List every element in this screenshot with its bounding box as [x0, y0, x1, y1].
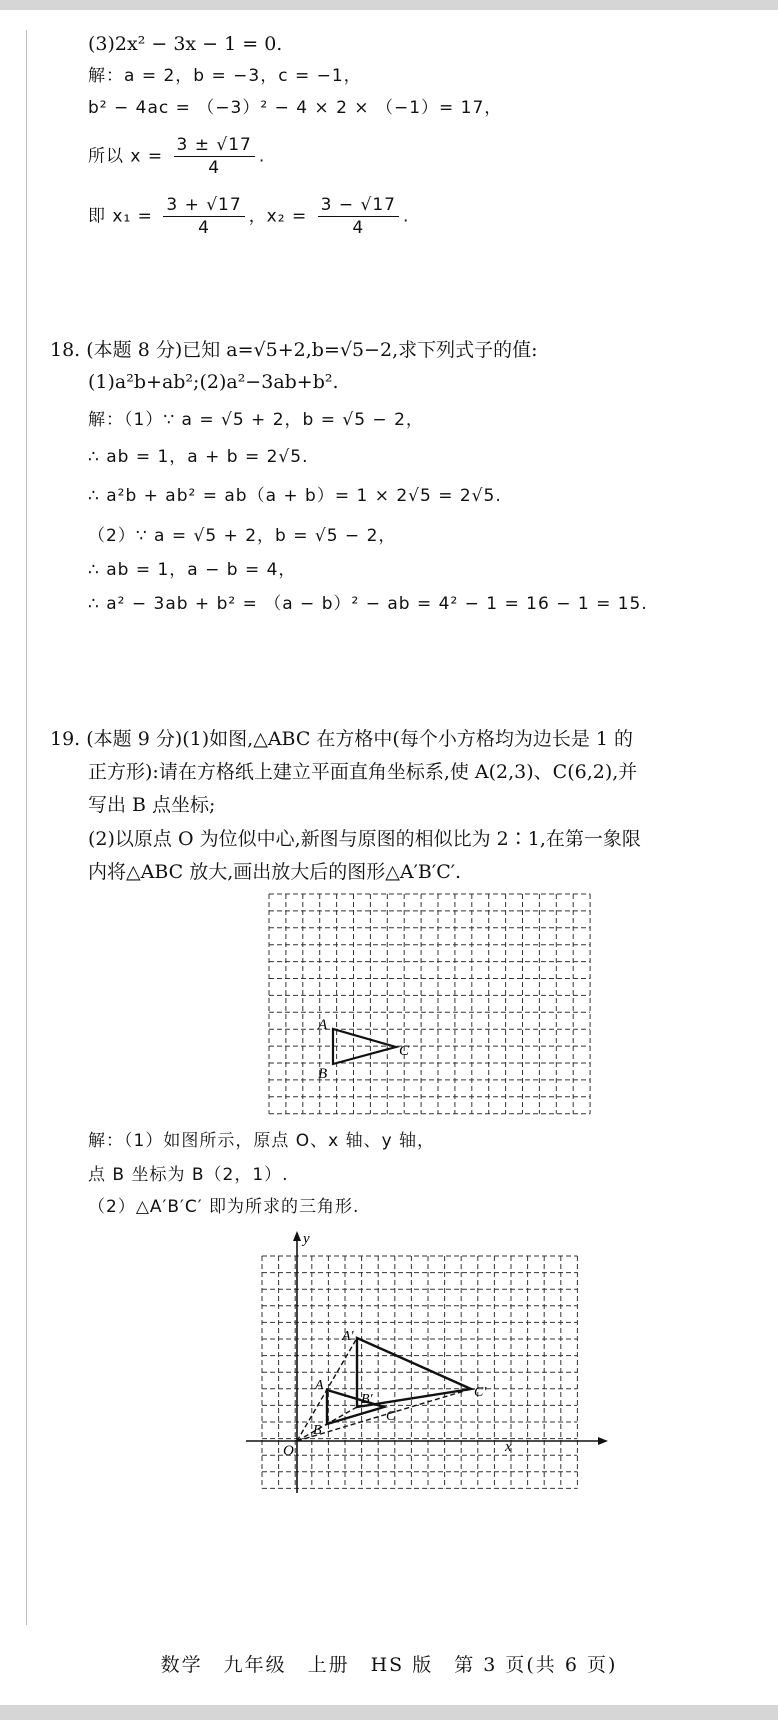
label-c: C [386, 1409, 396, 1424]
q18-solution-line-5: ∴ ab = 1，a − b = 4， [88, 560, 297, 580]
q17-x1-fraction [163, 194, 244, 239]
page-footer: 数学 九年级 上册 HS 版 第 3 页(共 6 页) [160, 1654, 618, 1676]
label-o: O [283, 1443, 294, 1459]
q17-x1-numerator: 3 + √17 [163, 194, 244, 217]
q18-solution-line-4: （2）∵ a = √5 + 2，b = √5 − 2， [88, 526, 397, 546]
q17-solution-line-3: 所以 x = $\frac{3 \pm √17}{4}$ . [88, 135, 266, 178]
q19-solution-line-3: （2）△A′B′C′ 即为所求的三角形. [88, 1197, 360, 1217]
label-c-prime: C′ [474, 1385, 487, 1400]
label-b: B [318, 1066, 328, 1082]
label-y: y [303, 1231, 310, 1247]
q17-fraction-denominator: 4 [208, 158, 221, 178]
bottom-scan-band [0, 1705, 778, 1720]
q17-x2-numerator: 3 − √17 [318, 194, 399, 217]
top-scan-band [0, 0, 778, 10]
q17-x2-prefix: ，x₂ = [248, 206, 308, 227]
label-b: B [313, 1423, 322, 1438]
q17-x2-fraction [318, 194, 399, 239]
q19-line-2: 正方形):请在方格纸上建立平面直角坐标系,使 A(2,3)、C(6,2),并 [88, 761, 638, 783]
q18-solution-line-6: ∴ a² − 3ab + b² = （a − b）² − ab = 4² − 1 = 16 − 1 = 15. [88, 594, 648, 614]
q19-line-5: 内将△ABC 放大,画出放大后的图形△A′B′C′. [88, 861, 462, 883]
q19-line-4: (2)以原点 O 为位似中心,新图与原图的相似比为 2∶1,在第一象限 [88, 828, 641, 850]
q19-line-1: 19. (本题 9 分)(1)如图,△ABC 在方格中(每个小方格均为边长是 1 的 [50, 728, 634, 750]
figure-2-coordinate-grid [240, 1228, 620, 1498]
q17-x1-prefix: 即 x₁ = [88, 206, 153, 227]
q17-solution-line-2: b² − 4ac = （−3）² − 4 × 2 × （−1）= 17， [88, 98, 503, 118]
label-a: A [318, 1017, 328, 1033]
q17-fraction [174, 134, 255, 179]
label-x: x [505, 1439, 512, 1455]
q18-solution-line-2: ∴ ab = 1，a + b = 2√5. [88, 447, 309, 467]
q19-solution-line-1: 解：（1）如图所示，原点 O、x 轴、y 轴， [88, 1131, 436, 1151]
q17-fraction-numerator: 3 ± √17 [174, 134, 255, 157]
label-a: A [315, 1378, 324, 1393]
label-b-prime: B′ [361, 1392, 373, 1407]
q17-x2-denominator: 4 [352, 218, 365, 238]
q17-equation: (3)2x² − 3x − 1 = 0. [88, 33, 283, 55]
q18-solution-line-1: 解：（1）∵ a = √5 + 2，b = √5 − 2， [88, 410, 424, 430]
label-c: C [399, 1043, 410, 1059]
q17-solution-line-1: 解：a = 2，b = −3，c = −1， [88, 66, 362, 86]
q18-solution-line-3: ∴ a²b + ab² = ab（a + b）= 1 × 2√5 = 2√5. [88, 486, 502, 506]
q18-parts: (1)a²b+ab²;(2)a²−3ab+b². [88, 371, 339, 393]
margin-line [26, 30, 27, 1625]
q17-solution-line-4: 即 x₁ = $\frac{3 + √17}{4}$ ，x₂ = $\frac{3 - √17}{4}$ . [88, 195, 410, 238]
figure-1-grid [265, 890, 595, 1120]
q19-solution-line-2: 点 B 坐标为 B（2，1）. [88, 1165, 289, 1185]
q18-title: 18. (本题 8 分)已知 a=√5+2,b=√5−2,求下列式子的值: [50, 339, 538, 361]
q17-x-prefix: 所以 x = [88, 146, 164, 167]
label-a-prime: A′ [342, 1329, 354, 1344]
q17-x1-denominator: 4 [198, 218, 210, 238]
x-axis-arrow-icon [598, 1437, 608, 1445]
y-axis-arrow-icon [293, 1231, 301, 1241]
q19-line-3: 写出 B 点坐标; [88, 794, 216, 816]
